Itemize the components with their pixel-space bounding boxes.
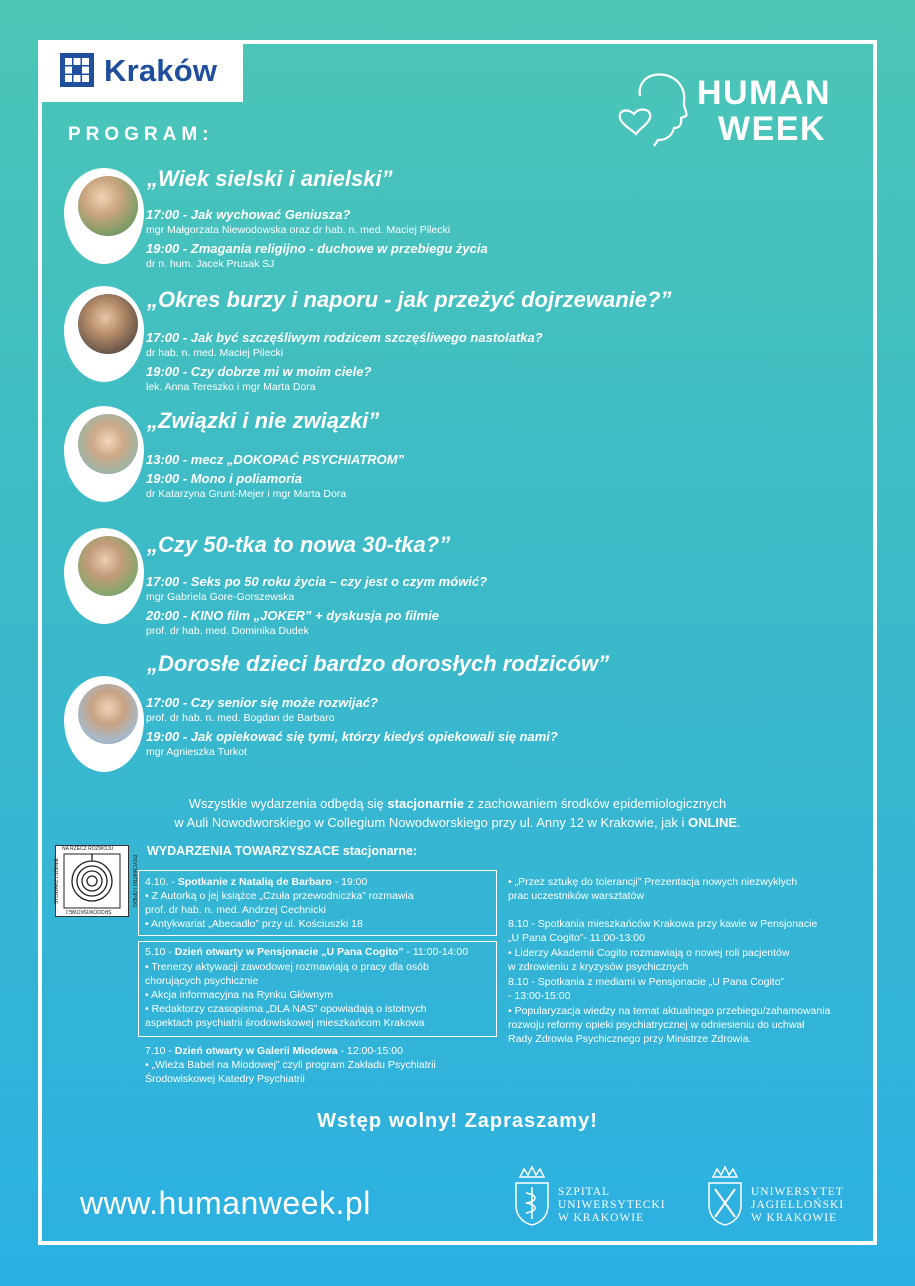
event-box-line: prof. dr hab. n. med. Andrzej Cechnicki — [145, 904, 326, 916]
section-title: „Wiek sielski i anielski” — [147, 166, 393, 191]
event-speaker: dr n. hum. Jacek Prusak SJ — [146, 258, 275, 270]
section-title: „Okres burzy i naporu - jak przeżyć dojrzewanie?” — [147, 287, 672, 312]
section-title: „Związki i nie związki” — [147, 408, 380, 433]
event-box-line: chorujących psychicznie — [145, 975, 259, 987]
section-photo — [78, 414, 138, 474]
right-line: 8.10 - Spotkania mieszkańców Krakowa przy kawie w Pensjonacie — [508, 918, 818, 930]
event-title: 19:00 - Czy dobrze mi w moim ciele? — [146, 364, 372, 379]
section-photo — [78, 294, 138, 354]
university-name: UNIWERSYTET JAGIELLOŃSKI W KRAKOWIE — [751, 1186, 845, 1224]
right-line: w zdrowieniu z kryzysów psychicznych — [508, 961, 689, 973]
event-speaker: dr hab. n. med. Maciej Pilecki — [146, 347, 284, 359]
section-photo — [78, 176, 138, 236]
event-box-line: aspektach psychiatrii środowiskowej mieszkańcom Krakowa — [145, 1017, 425, 1029]
info-text: Wszystkie wydarzenia odbędą się stacjonarnie z zachowaniem środków epidemiologicznych w Auli Nowodworskiego w Collegium Nowodworskiego przy ul. Anny 12 w Krakowie, jak i ONLINE. — [174, 796, 741, 830]
section-title: „Dorosłe dzieci bardzo dorosłych rodziców” — [147, 651, 610, 676]
event-box-line: • Trenerzy aktywacji zawodowej rozmawiają o pracy dla osób — [145, 961, 429, 973]
event-line: • „Wieża Babel na Miodowej” czyli program Zakładu Psychiatrii — [145, 1059, 436, 1071]
stamp-text-left: STOWARZYSZENIE — [54, 857, 61, 905]
companion-heading: WYDARZENIA TOWARZYSZACE stacjonarne: — [147, 844, 418, 858]
university-crest-icon — [705, 1165, 745, 1227]
event-speaker: prof. dr hab. n. med. Bogdan de Barbaro — [146, 712, 335, 724]
krakow-logo-icon — [60, 53, 94, 87]
right-line: Rady Zdrowia Psychicznego przy Ministrze Zdrowia. — [508, 1033, 752, 1045]
event-title: 20:00 - KINO film „JOKER” + dyskusja po filmie — [146, 608, 439, 623]
program-heading: PROGRAM: — [68, 124, 214, 145]
hospital-crest-icon — [512, 1165, 552, 1227]
section-photo — [78, 536, 138, 596]
event-speaker: prof. dr hab. med. Dominika Dudek — [146, 625, 309, 637]
krakow-logo-box[interactable] — [38, 40, 243, 102]
event-box-title: 5.10 - Dzień otwarty w Pensjonacie „U Pana Cogito” - 11:00-14:00 — [145, 946, 469, 958]
event-speaker: mgr Małgorzata Niewodowska oraz dr hab. n. med. Maciej Pilecki — [146, 224, 451, 236]
human-week-head-heart-icon — [614, 70, 690, 148]
event-title: 13:00 - mecz „DOKOPAĆ PSYCHIATROM” — [146, 452, 405, 467]
event-box-line: • Z Autorką o jej książce „Czuła przewodniczka” rozmawia — [145, 890, 414, 902]
website-link[interactable]: www.humanweek.pl — [80, 1185, 371, 1221]
stamp-text-top: NA RZECZ ROZWOJU — [62, 846, 114, 852]
event-title: 17:00 - Czy senior się może rozwijać? — [146, 695, 378, 710]
right-line: prac uczestników warsztatów — [508, 890, 644, 902]
stamp-text-right: PSYCHIATRII I OPIEKI — [130, 855, 137, 907]
right-line: • „Przez sztukę do tolerancji” Prezentacja nowych niezwykłych — [508, 876, 798, 888]
right-line: rozwoju reformy opieki psychiatrycznej w odniesieniu do uchwał — [508, 1019, 805, 1031]
closing-text: Wstęp wolny! Zapraszamy! — [317, 1110, 598, 1132]
event-title: 19:00 - Jak opiekować się tymi, którzy kiedyś opiekowali się nami? — [146, 729, 558, 744]
event-speaker: mgr Gabriela Gore-Gorszewska — [146, 591, 295, 603]
event-title: 17:00 - Jak wychować Geniusza? — [146, 207, 351, 222]
krakow-logo-text: Kraków — [104, 53, 218, 88]
brand-human: HUMAN — [697, 74, 832, 112]
event-title: 17:00 - Seks po 50 roku życia – czy jest o czym mówić? — [146, 574, 488, 589]
event-speaker: mgr Agnieszka Turkot — [146, 746, 247, 758]
event-box-line: • Antykwariat „Abecadło” przy ul. Kościuszki 18 — [145, 918, 363, 930]
event-box-line: • Akcja informacyjna na Rynku Głównym — [145, 989, 334, 1001]
event-line: Środowiskowej Katedry Psychiatrii — [145, 1073, 305, 1085]
spiral-logo-icon — [56, 846, 128, 916]
event-title: 17:00 - Jak być szczęśliwym rodzicem szczęśliwego nastolatka? — [146, 330, 543, 345]
hospital-name: SZPITAL UNIWERSYTECKI W KRAKOWIE — [558, 1186, 666, 1224]
event-title-plain: 7.10 - Dzień otwarty w Galerii Miodowa - 12:00-15:00 — [145, 1045, 403, 1057]
section-photo — [78, 684, 138, 744]
section-title: „Czy 50-tka to nowa 30-tka?” — [147, 532, 451, 557]
association-stamp — [54, 845, 137, 917]
event-speaker: lek. Anna Tereszko i mgr Marta Dora — [146, 381, 316, 393]
stamp-text-bottom: ŚRODOWISKOWEJ — [66, 908, 112, 914]
event-box-title: 4.10. - Spotkanie z Natalią de Barbaro - 19:00 — [145, 876, 368, 888]
event-title: 19:00 - Zmagania religijno - duchowe w przebiegu życia — [146, 241, 488, 256]
right-line: • Liderzy Akademii Cogito rozmawiają o nowej roli pacjentów — [508, 947, 790, 959]
event-speaker: dr Katarzyna Grunt-Mejer i mgr Marta Dora — [146, 488, 347, 500]
right-line: 8.10 - Spotkania z mediami w Pensjonacie „U Pana Cogito” — [508, 976, 785, 988]
right-line: - 13:00-15:00 — [508, 990, 571, 1002]
right-line: „U Pana Cogito”- 11:00-13:00 — [508, 932, 645, 944]
event-box-line: • Redaktorzy czasopisma „DLA NAS” opowiadają o istotnych — [145, 1003, 427, 1015]
brand-week: WEEK — [718, 110, 826, 148]
right-line: • Popularyzacja wiedzy na temat aktualnego przebiegu/zahamowania — [508, 1005, 831, 1017]
event-title: 19:00 - Mono i poliamoria — [146, 471, 303, 486]
